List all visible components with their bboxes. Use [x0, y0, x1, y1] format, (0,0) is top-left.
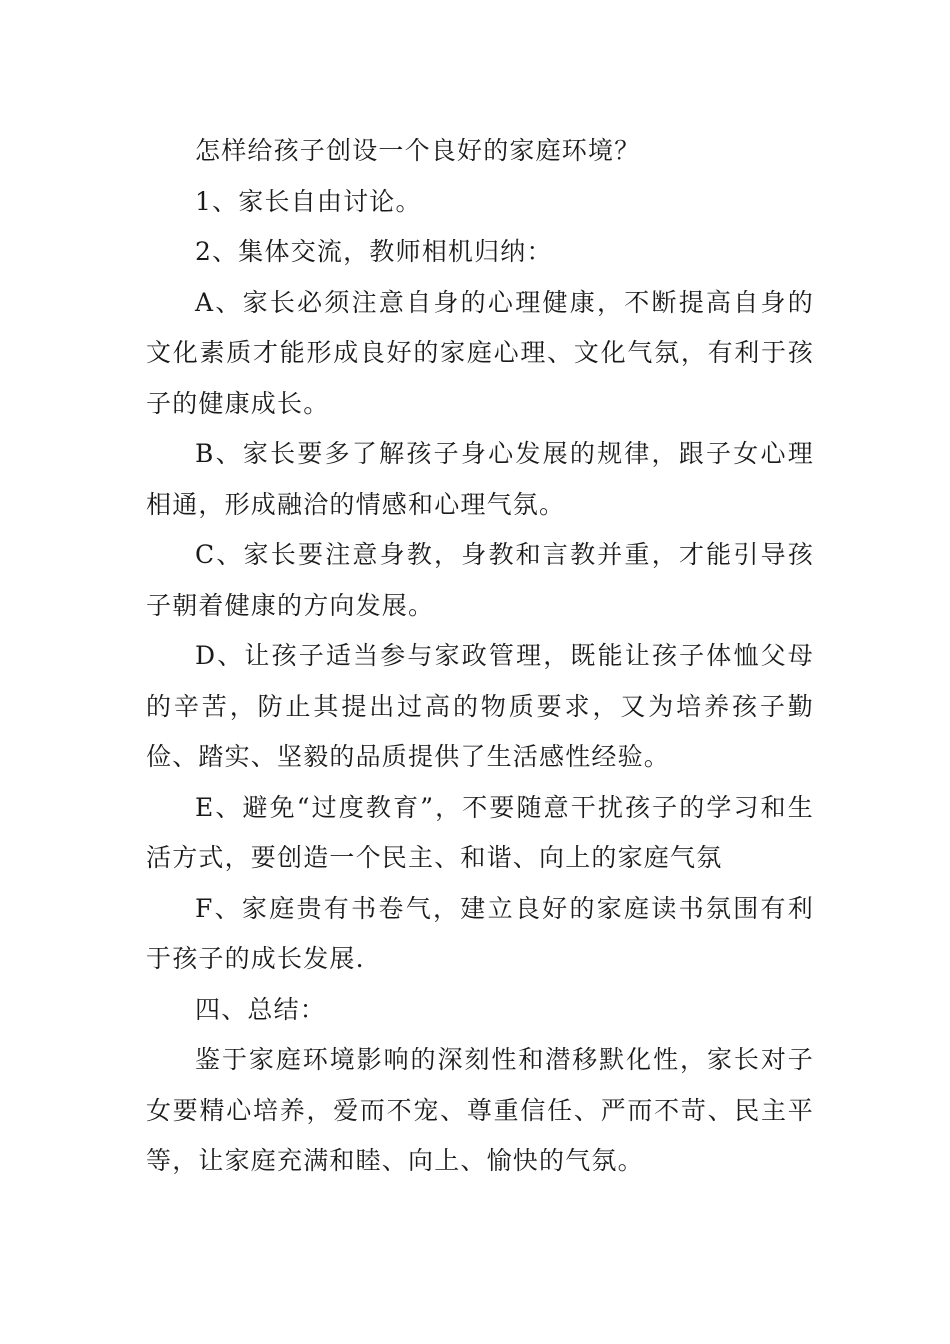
point-b: B、家长要多了解孩子身心发展的规律，跟子女心理相通，形成融洽的情感和心理气氛。	[146, 439, 814, 519]
point-f: F、家庭贵有书卷气，建立良好的家庭读书氛围有利于孩子的成长发展.	[146, 893, 814, 973]
point-d: D、让孩子适当参与家政管理，既能让孩子体恤父母的辛苦，防止其提出过高的物质要求，又为培养孩子勤俭、踏实、坚毅的品质提供了生活感性经验。	[146, 641, 814, 771]
section-heading-summary: 四、总结：	[195, 994, 327, 1024]
heading-question: 怎样给孩子创设一个良好的家庭环境？	[195, 136, 641, 165]
point-c: C、家长要注意身教，身教和言教并重，才能引导孩子朝着健康的方向发展。	[146, 540, 814, 620]
list-item-2: 2、集体交流，教师相机归纳：	[195, 237, 553, 266]
summary-paragraph: 鉴于家庭环境影响的深刻性和潜移默化性，家长对子女要精心培养，爱而不宠、尊重信任、严而不苛、民主平等，让家庭充满和睦、向上、愉快的气氛。	[146, 1045, 814, 1175]
point-e: E、避免“过度教育”，不要随意干扰孩子的学习和生活方式，要创造一个民主、和谐、向上的家庭气氛	[146, 792, 814, 872]
list-item-1: 1、家长自由讨论。	[195, 186, 422, 216]
point-a: A、家长必须注意自身的心理健康，不断提高自身的文化素质才能形成良好的家庭心理、文化气氛，有利于孩子的健康成长。	[146, 287, 814, 418]
document-body	[146, 126, 814, 1187]
